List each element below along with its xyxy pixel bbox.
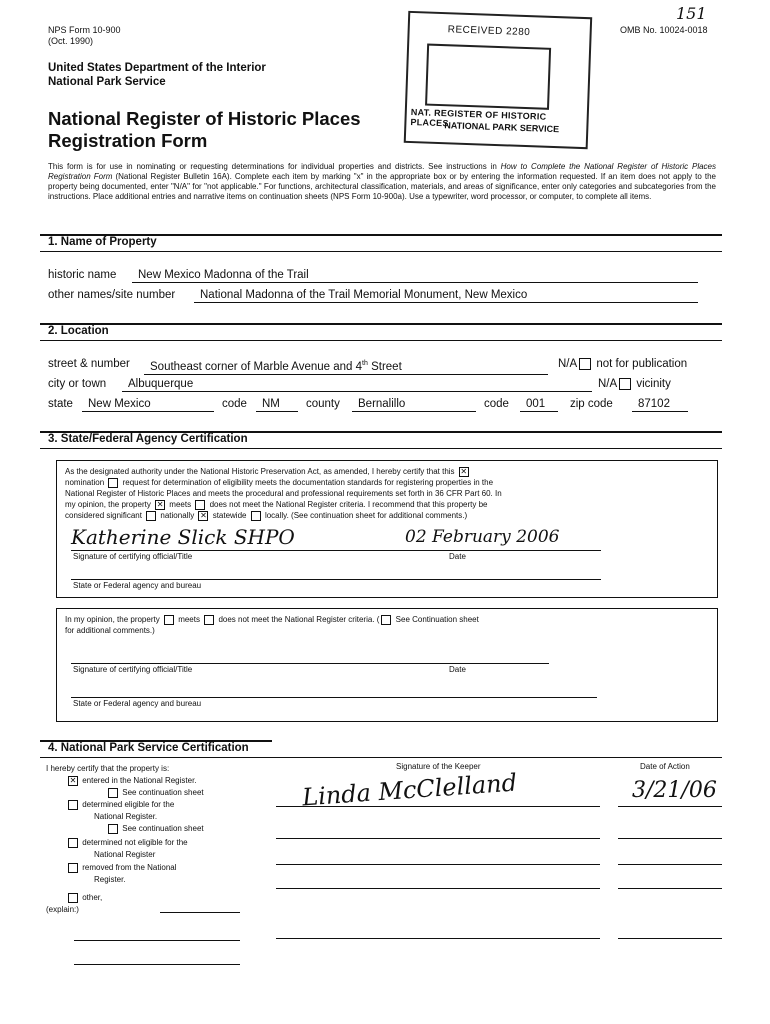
received-stamp: RECEIVED 2280 NAT. REGISTER OF HISTORIC PLACES NATIONAL PARK SERVICE	[404, 11, 590, 147]
vicinity[interactable]: N/A vicinity	[598, 378, 671, 390]
not-eligible-option[interactable]: determined not eligible for the	[66, 838, 188, 848]
not-eligible-checkbox[interactable]	[68, 838, 78, 848]
agency-label: State or Federal agency and bureau	[73, 581, 202, 590]
state-code-field[interactable]: NM	[256, 397, 298, 412]
other-checkbox[interactable]	[68, 893, 78, 903]
county-code-field[interactable]: 001	[520, 397, 558, 412]
instructions: This form is for use in nominating or requesting determinations for individual properties and districts. See instructions in How to Complete the National Register of Historic Places Registration Form (National Register Bulletin 16A). Complete each item by marking "x" in the appropriate box or by entering the information requested. If an item does not apply to the property being documented, enter "N/A" for "not applicable." For functions, architectural classification, materials, and areas of significance, enter only categories and subcategories from the instructions. Place additional entries and narrative items on continuation sheets (NPS Form 10-900a). Use a typewriter, word processor, or computer, to complete all items.	[48, 162, 717, 201]
opinion-meets-checkbox[interactable]	[164, 615, 174, 625]
meets-checkbox[interactable]	[155, 500, 165, 510]
section-2-heading: 2. Location	[48, 325, 109, 337]
certifying-signature: Katherine Slick SHPO	[71, 525, 295, 549]
state-certification-box: As the designated authority under the National Historic Preservation Act, as amended, I hereby certify that this ✕ nomination request for determination of eligibility meets the documentation standards for registering properties in the National Register of Historic Places and meets the procedural and professional requirements set forth in 36 CFR Part 60. In my opinion, the property ✕ meets does not meet the National Register criteria. I recommend that this property be considered significant nationally ✕ statewide locally. (See continuation sheet for additional comments.) Katherine Slick SHPO 02 February 2006 Signature of certifying official/Title Date State or Federal agency and bureau	[56, 460, 718, 598]
removed-option[interactable]: removed from the National	[66, 863, 177, 873]
section-4-heading: 4. National Park Service Certification	[48, 742, 249, 754]
not-for-publication-checkbox[interactable]	[579, 358, 591, 370]
action-date: 3/21/06	[632, 778, 717, 803]
other-option[interactable]: other,	[66, 893, 102, 903]
state-field[interactable]: New Mexico	[82, 397, 214, 412]
statewide-checkbox[interactable]	[198, 511, 208, 521]
eligible-option[interactable]: determined eligible for the	[66, 800, 174, 810]
other-names-field[interactable]: National Madonna of the Trail Memorial Monument, New Mexico	[194, 288, 698, 303]
removed-checkbox[interactable]	[68, 863, 78, 873]
eligible-continuation-checkbox[interactable]	[108, 824, 118, 834]
state-label: state	[48, 398, 73, 410]
page-subtitle: Registration Form	[48, 130, 208, 151]
street-field[interactable]: Southeast corner of Marble Avenue and 4th Street	[144, 357, 548, 375]
request-determination-checkbox[interactable]	[108, 478, 118, 488]
opinion-does-not-meet-checkbox[interactable]	[204, 615, 214, 625]
historic-name-field[interactable]: New Mexico Madonna of the Trail	[132, 268, 698, 283]
city-field[interactable]: Albuquerque	[122, 377, 592, 392]
nomination-checkbox[interactable]	[459, 467, 469, 477]
entered-checkbox[interactable]	[68, 776, 78, 786]
county-label: county	[306, 398, 340, 410]
nationally-checkbox[interactable]	[146, 511, 156, 521]
entered-option[interactable]: ✕ entered in the National Register.	[66, 776, 197, 786]
county-field[interactable]: Bernalillo	[352, 397, 476, 412]
city-label: city or town	[48, 378, 107, 390]
date-label: Date	[449, 552, 466, 561]
does-not-meet-checkbox[interactable]	[195, 500, 205, 510]
opinion-continuation-checkbox[interactable]	[381, 615, 391, 625]
action-label: Date of Action	[640, 762, 690, 771]
keeper-label: Signature of the Keeper	[396, 762, 481, 771]
section-1-heading: 1. Name of Property	[48, 236, 157, 248]
entered-continuation-checkbox[interactable]	[108, 788, 118, 798]
county-code-label: code	[484, 398, 509, 410]
keeper-signature: Linda McClelland	[301, 768, 518, 812]
page-title: National Register of Historic Places	[48, 108, 361, 129]
historic-name-label: historic name	[48, 269, 117, 281]
locally-checkbox[interactable]	[251, 511, 261, 521]
section-3-heading: 3. State/Federal Agency Certification	[48, 433, 248, 445]
page-mark: 151	[676, 4, 707, 23]
eligible-checkbox[interactable]	[68, 800, 78, 810]
park-service: National Park Service	[48, 76, 166, 88]
state-code-label: code	[222, 398, 247, 410]
form-number: NPS Form 10-900	[48, 25, 121, 35]
certify-text: I hereby certify that the property is:	[46, 764, 170, 773]
zip-label: zip code	[570, 398, 613, 410]
agency-label-2: State or Federal agency and bureau	[73, 699, 202, 708]
department: United States Department of the Interior	[48, 62, 266, 74]
zip-field[interactable]: 87102	[632, 397, 688, 412]
certifying-date-handwritten: 02 February 2006	[405, 527, 560, 547]
vicinity-checkbox[interactable]	[619, 378, 631, 390]
form-date: (Oct. 1990)	[48, 36, 94, 46]
signature-label: Signature of certifying official/Title	[73, 552, 193, 561]
omb-number: OMB No. 10024-0018	[620, 25, 708, 35]
date-label-2: Date	[449, 665, 466, 674]
other-names-label: other names/site number	[48, 289, 176, 301]
commenting-official-box: In my opinion, the property meets does not meet the National Register criteria. ( See Continuation sheet for additional comments.) Signature of certifying official/Title Date State or Federal agency and bureau	[56, 608, 718, 722]
street-label: street & number	[48, 358, 130, 370]
explain-label: (explain:)	[46, 905, 79, 914]
not-for-publication[interactable]: N/A not for publication	[558, 358, 688, 370]
signature-label-2: Signature of certifying official/Title	[73, 665, 193, 674]
